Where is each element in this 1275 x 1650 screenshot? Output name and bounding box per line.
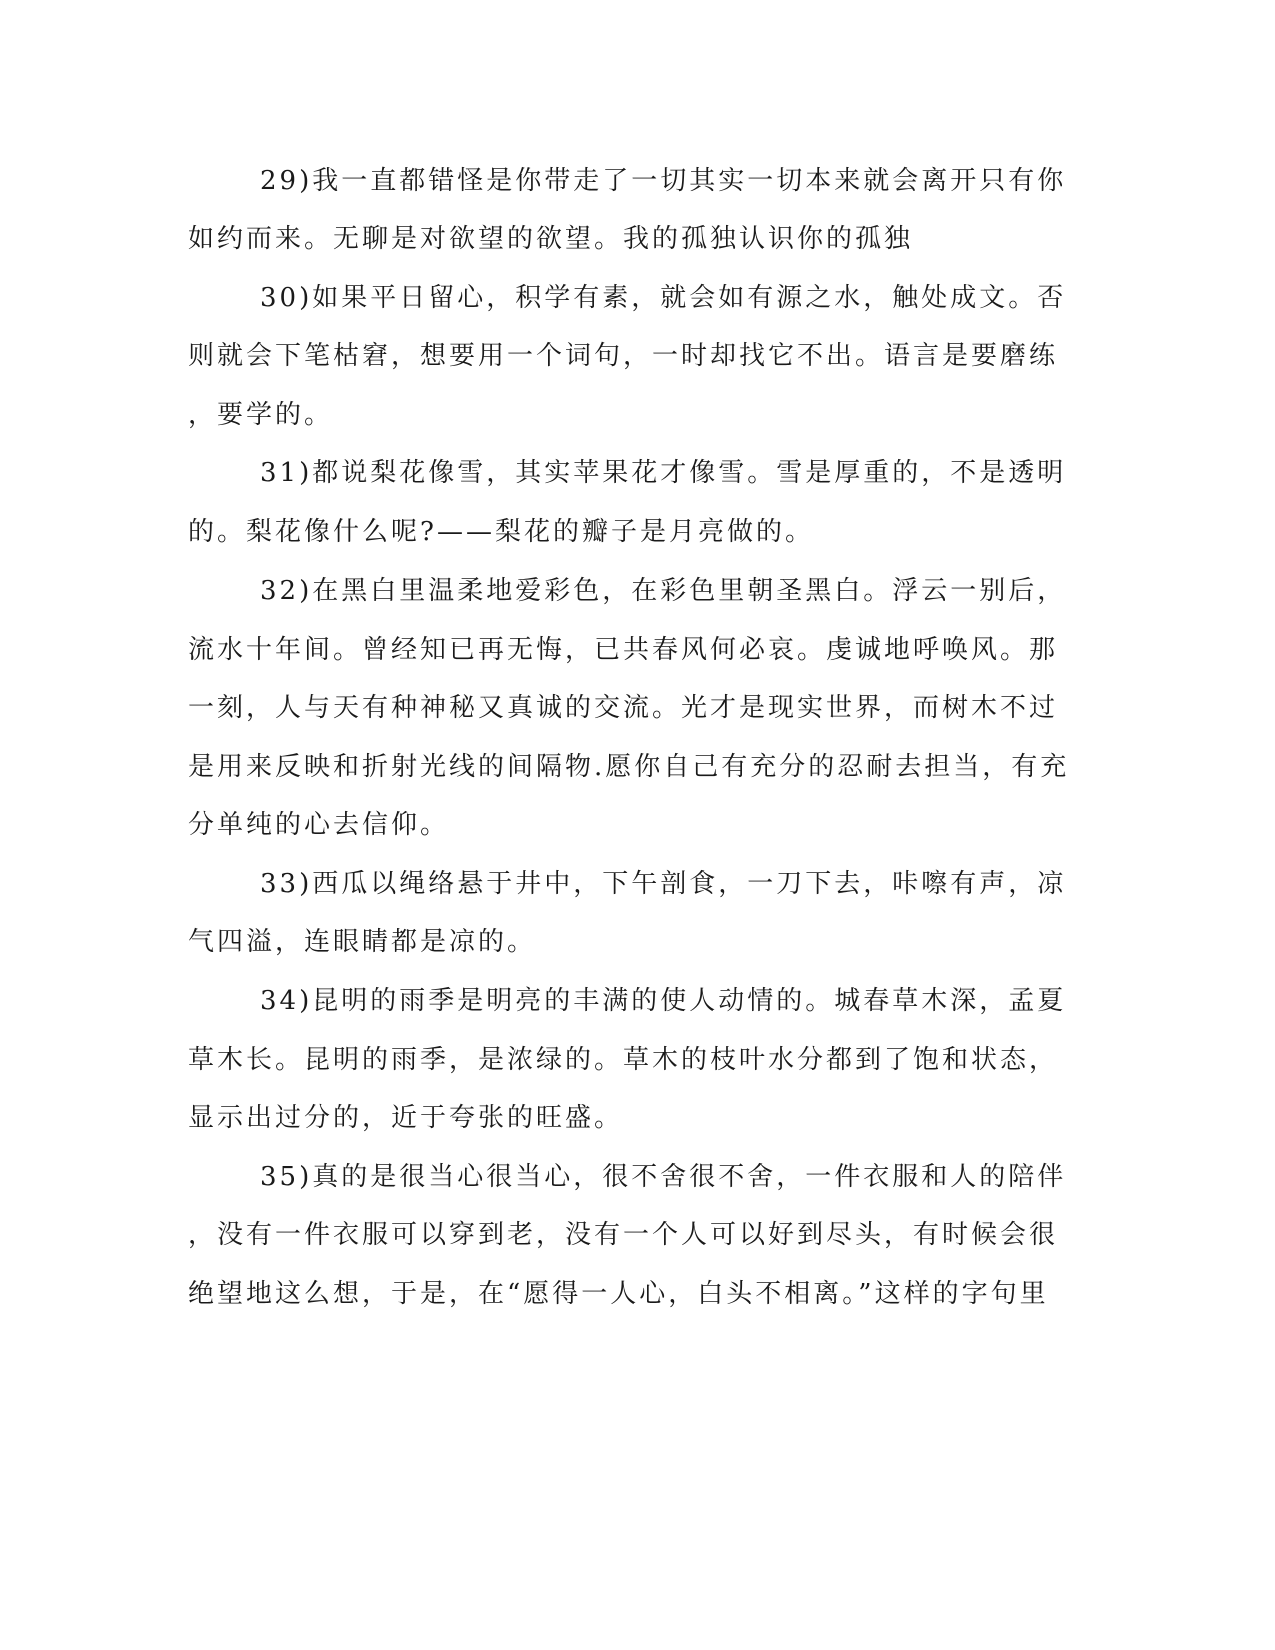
paragraph-31-line-2: 的。梨花像什么呢?——梨花的瓣子是月亮做的。	[188, 517, 814, 547]
paragraph-33-line-2: 气四溢，连眼睛都是凉的。	[188, 927, 537, 957]
paragraph-30-line-3: ，要学的。	[188, 400, 334, 430]
paragraph-32-line-1: 32)在黑白里温柔地爱彩色，在彩色里朝圣黑白。浮云一别后，	[260, 576, 1067, 606]
paragraph-35-line-2: ，没有一件衣服可以穿到老，没有一个人可以好到尽头，有时候会很	[188, 1220, 1059, 1250]
paragraph-35-line-3: 绝望地这么想，于是，在“愿得一人心，白头不相离。”这样的字句里	[188, 1279, 1049, 1309]
paragraph-29-line-2: 如约而来。无聊是对欲望的欲望。我的孤独认识你的孤独	[188, 224, 914, 254]
paragraph-32-line-2: 流水十年间。曾经知已再无悔，已共春风何必哀。虔诚地呼唤风。那	[188, 635, 1059, 665]
paragraph-33-line-1: 33)西瓜以绳络悬于井中，下午剖食，一刀下去，咔嚓有声，凉	[260, 869, 1067, 899]
paragraph-30-line-2: 则就会下笔枯窘，想要用一个词句，一时却找它不出。语言是要磨练	[188, 341, 1059, 371]
paragraph-34-line-1: 34)昆明的雨季是明亮的丰满的使人动情的。城春草木深，孟夏	[260, 986, 1067, 1016]
paragraph-32-line-4: 是用来反映和折射光线的间隔物.愿你自己有充分的忍耐去担当，有充	[188, 752, 1070, 782]
paragraph-35-line-1: 35)真的是很当心很当心，很不舍很不舍，一件衣服和人的陪伴	[260, 1162, 1067, 1192]
paragraph-34-line-3: 显示出过分的，近于夸张的旺盛。	[188, 1103, 624, 1133]
paragraph-31-line-1: 31)都说梨花像雪，其实苹果花才像雪。雪是厚重的，不是透明	[260, 458, 1067, 488]
paragraph-32-line-3: 一刻，人与天有种神秘又真诚的交流。光才是现实世界，而树木不过	[188, 693, 1059, 723]
paragraph-34-line-2: 草木长。昆明的雨季，是浓绿的。草木的枝叶水分都到了饱和状态，	[188, 1045, 1059, 1075]
paragraph-30-line-1: 30)如果平日留心，积学有素，就会如有源之水，触处成文。否	[260, 283, 1067, 313]
paragraph-32-line-5: 分单纯的心去信仰。	[188, 810, 450, 840]
paragraph-29-line-1: 29)我一直都错怪是你带走了一切其实一切本来就会离开只有你	[260, 166, 1067, 196]
